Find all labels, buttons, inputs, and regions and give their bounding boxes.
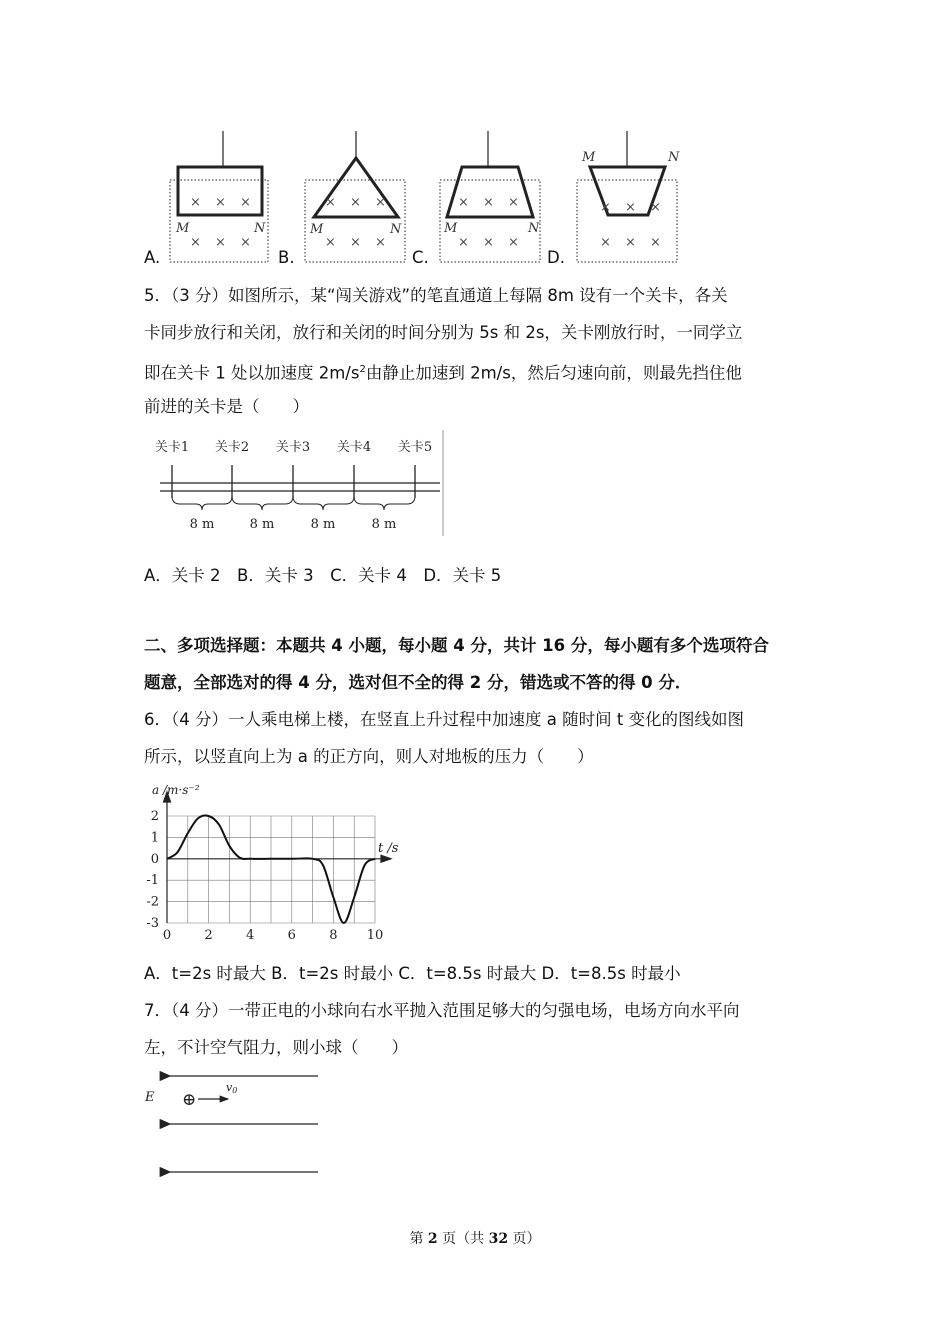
q4-b-cross: ×: [325, 235, 336, 250]
q6-stem-line2: 所示，以竖直向上为 a 的正方向，则人对地板的压力（ ）: [144, 747, 594, 766]
q7-field-svg: [140, 1066, 340, 1181]
q4-option-a-label: A.: [144, 248, 161, 267]
footer-mid: 页（共: [437, 1231, 489, 1247]
q4-a-cross: ×: [215, 235, 226, 250]
q4-d-cross: ×: [625, 235, 636, 250]
q5-stem-line2: 卡同步放行和关闭，放行和关闭的时间分别为 5s 和 2s，关卡刚放行时，一同学立: [144, 323, 743, 342]
q5-gate-label-3: 关卡3: [275, 440, 311, 455]
q4-c-cross: ×: [458, 235, 469, 250]
q5-brace-2: [232, 496, 293, 510]
q7-stem-line1: 7．（4 分）一带正电的小球向右水平抛入范围足够大的匀强电场，电场方向水平向: [144, 1001, 740, 1020]
q6-x-tick-label: 0: [162, 928, 172, 943]
q6-x-axis-label: t /s: [378, 841, 399, 856]
q6-y-tick-label: 2: [150, 809, 159, 824]
q4-c-cross: ×: [483, 195, 494, 210]
q6-x-tick-label: 8: [329, 928, 338, 943]
footer-post: 页）: [508, 1231, 541, 1247]
q4-b-cross: ×: [325, 195, 336, 210]
q5-gates-figure: [150, 430, 450, 538]
q6-y-tick-label: 0: [150, 851, 159, 867]
section2-heading-line2: 题意，全部选对的得 4 分，选对但不全的得 2 分，错选或不答的得 0 分．: [144, 673, 692, 692]
footer-pre: 第: [409, 1231, 428, 1247]
q4-option-b-label: B.: [278, 248, 295, 267]
q4-c-cross: ×: [483, 235, 494, 250]
q6-acceleration-chart: [140, 778, 420, 948]
q6-options: A．t=2s 时最大 B．t=2s 时最小 C．t=8.5s 时最大 D．t=8.5s 时最小: [144, 964, 681, 983]
page-footer: [0, 1228, 950, 1248]
q7-field-label: E: [145, 1090, 155, 1105]
q4-b-cross: ×: [375, 235, 386, 250]
q5-spacing-3: 8 m: [310, 517, 336, 532]
q6-x-tick-label: 6: [287, 928, 296, 943]
q5-line3-post: 由静止加速到 2m/s，然后匀速向前，则最先挡住他: [365, 363, 742, 383]
q5-stem-line3: [144, 358, 742, 386]
q4-a-m: M: [176, 221, 190, 236]
q6-y-axis-label: a /m·s⁻²: [152, 783, 200, 797]
q6-stem-line1: 6．（4 分）一人乘电梯上楼，在竖直上升过程中加速度 a 随时间 t 变化的图线如图: [144, 710, 745, 729]
q4-b-cross: ×: [350, 195, 361, 210]
footer-total-pages: 32: [488, 1231, 509, 1247]
q6-y-tick-label: -2: [146, 894, 159, 910]
q4-a-cross: ×: [215, 195, 226, 210]
q5-brace-1: [172, 496, 232, 510]
q4-d-cross: ×: [625, 200, 636, 215]
q4-option-c-label: C.: [412, 248, 429, 267]
q5-gate-label-5: 关卡5: [397, 440, 433, 455]
q5-stem-line1: 5．（3 分）如图所示，某“闯关游戏”的笔直通道上每隔 8m 设有一个关卡，各关: [144, 286, 728, 305]
q7-charge-icon: ⊕: [182, 1090, 197, 1110]
q5-gates-svg: [150, 430, 450, 538]
q4-b-n: N: [390, 222, 402, 237]
q4-d-m: M: [582, 150, 596, 165]
q4-c-m: M: [444, 221, 458, 236]
q4-d-cross: ×: [650, 235, 661, 250]
q4-b-cross: ×: [375, 195, 386, 210]
footer-page-number: 2: [427, 1231, 438, 1247]
q6-y-tick-label: -3: [146, 916, 159, 931]
q5-line3-sup: 2: [359, 364, 366, 375]
q4-option-d-label: D.: [547, 248, 565, 267]
q5-gate-label-2: 关卡2: [214, 440, 250, 455]
q6-x-tick-label: 2: [204, 928, 213, 943]
q4-c-cross: ×: [508, 195, 519, 210]
q4-c-cross: ×: [458, 195, 469, 210]
q4-a-cross: ×: [240, 235, 251, 250]
q4-b-cross: ×: [350, 235, 361, 250]
q6-x-axis-arrow: [381, 855, 391, 862]
q5-spacing-2: 8 m: [249, 517, 275, 532]
q4-c-n: N: [528, 221, 540, 236]
q5-spacing-1: 8 m: [189, 517, 215, 532]
q4-d-cross: ×: [650, 200, 661, 215]
q4-a-n: N: [254, 221, 266, 236]
q7-velocity-sub: 0: [232, 1086, 238, 1095]
q7-velocity-label: [226, 1081, 237, 1095]
q7-stem-line2: 左，不计空气阻力，则小球（ ）: [144, 1038, 408, 1057]
q5-brace-4: [354, 496, 415, 510]
q4-d-cross: ×: [600, 235, 611, 250]
q5-stem-line4: 前进的关卡是（ ）: [144, 397, 309, 416]
q5-spacing-4: 8 m: [371, 517, 397, 532]
q6-x-tick-label: 4: [246, 928, 255, 943]
q4-c-cross: ×: [508, 235, 519, 250]
q6-y-tick-label: -1: [146, 873, 159, 889]
q4-a-cross: ×: [190, 195, 201, 210]
q5-line3-pre: 即在关卡 1 处以加速度 2m/s: [144, 363, 360, 383]
q5-options: A．关卡 2 B．关卡 3 C．关卡 4 D．关卡 5: [144, 566, 502, 585]
q5-gate-label-1: 关卡1: [154, 440, 190, 455]
q4-b-m: M: [310, 222, 324, 237]
section2-heading-line1: 二、多项选择题：本题共 4 小题，每小题 4 分，共计 16 分，每小题有多个选项符合: [144, 636, 769, 655]
q5-gate-label-4: 关卡4: [336, 440, 372, 455]
q4-a-cross: ×: [240, 195, 251, 210]
q7-field-figure: [140, 1066, 340, 1181]
q7-velocity-v: v: [226, 1081, 233, 1094]
q5-brace-3: [293, 496, 354, 510]
q6-x-tick-label: 10: [366, 928, 384, 943]
q4-a-cross: ×: [190, 235, 201, 250]
q6-chart-svg: [140, 778, 420, 948]
q6-y-tick-label: 1: [150, 830, 159, 846]
q4-d-n: N: [668, 150, 680, 165]
q4-d-cross: ×: [600, 200, 611, 215]
